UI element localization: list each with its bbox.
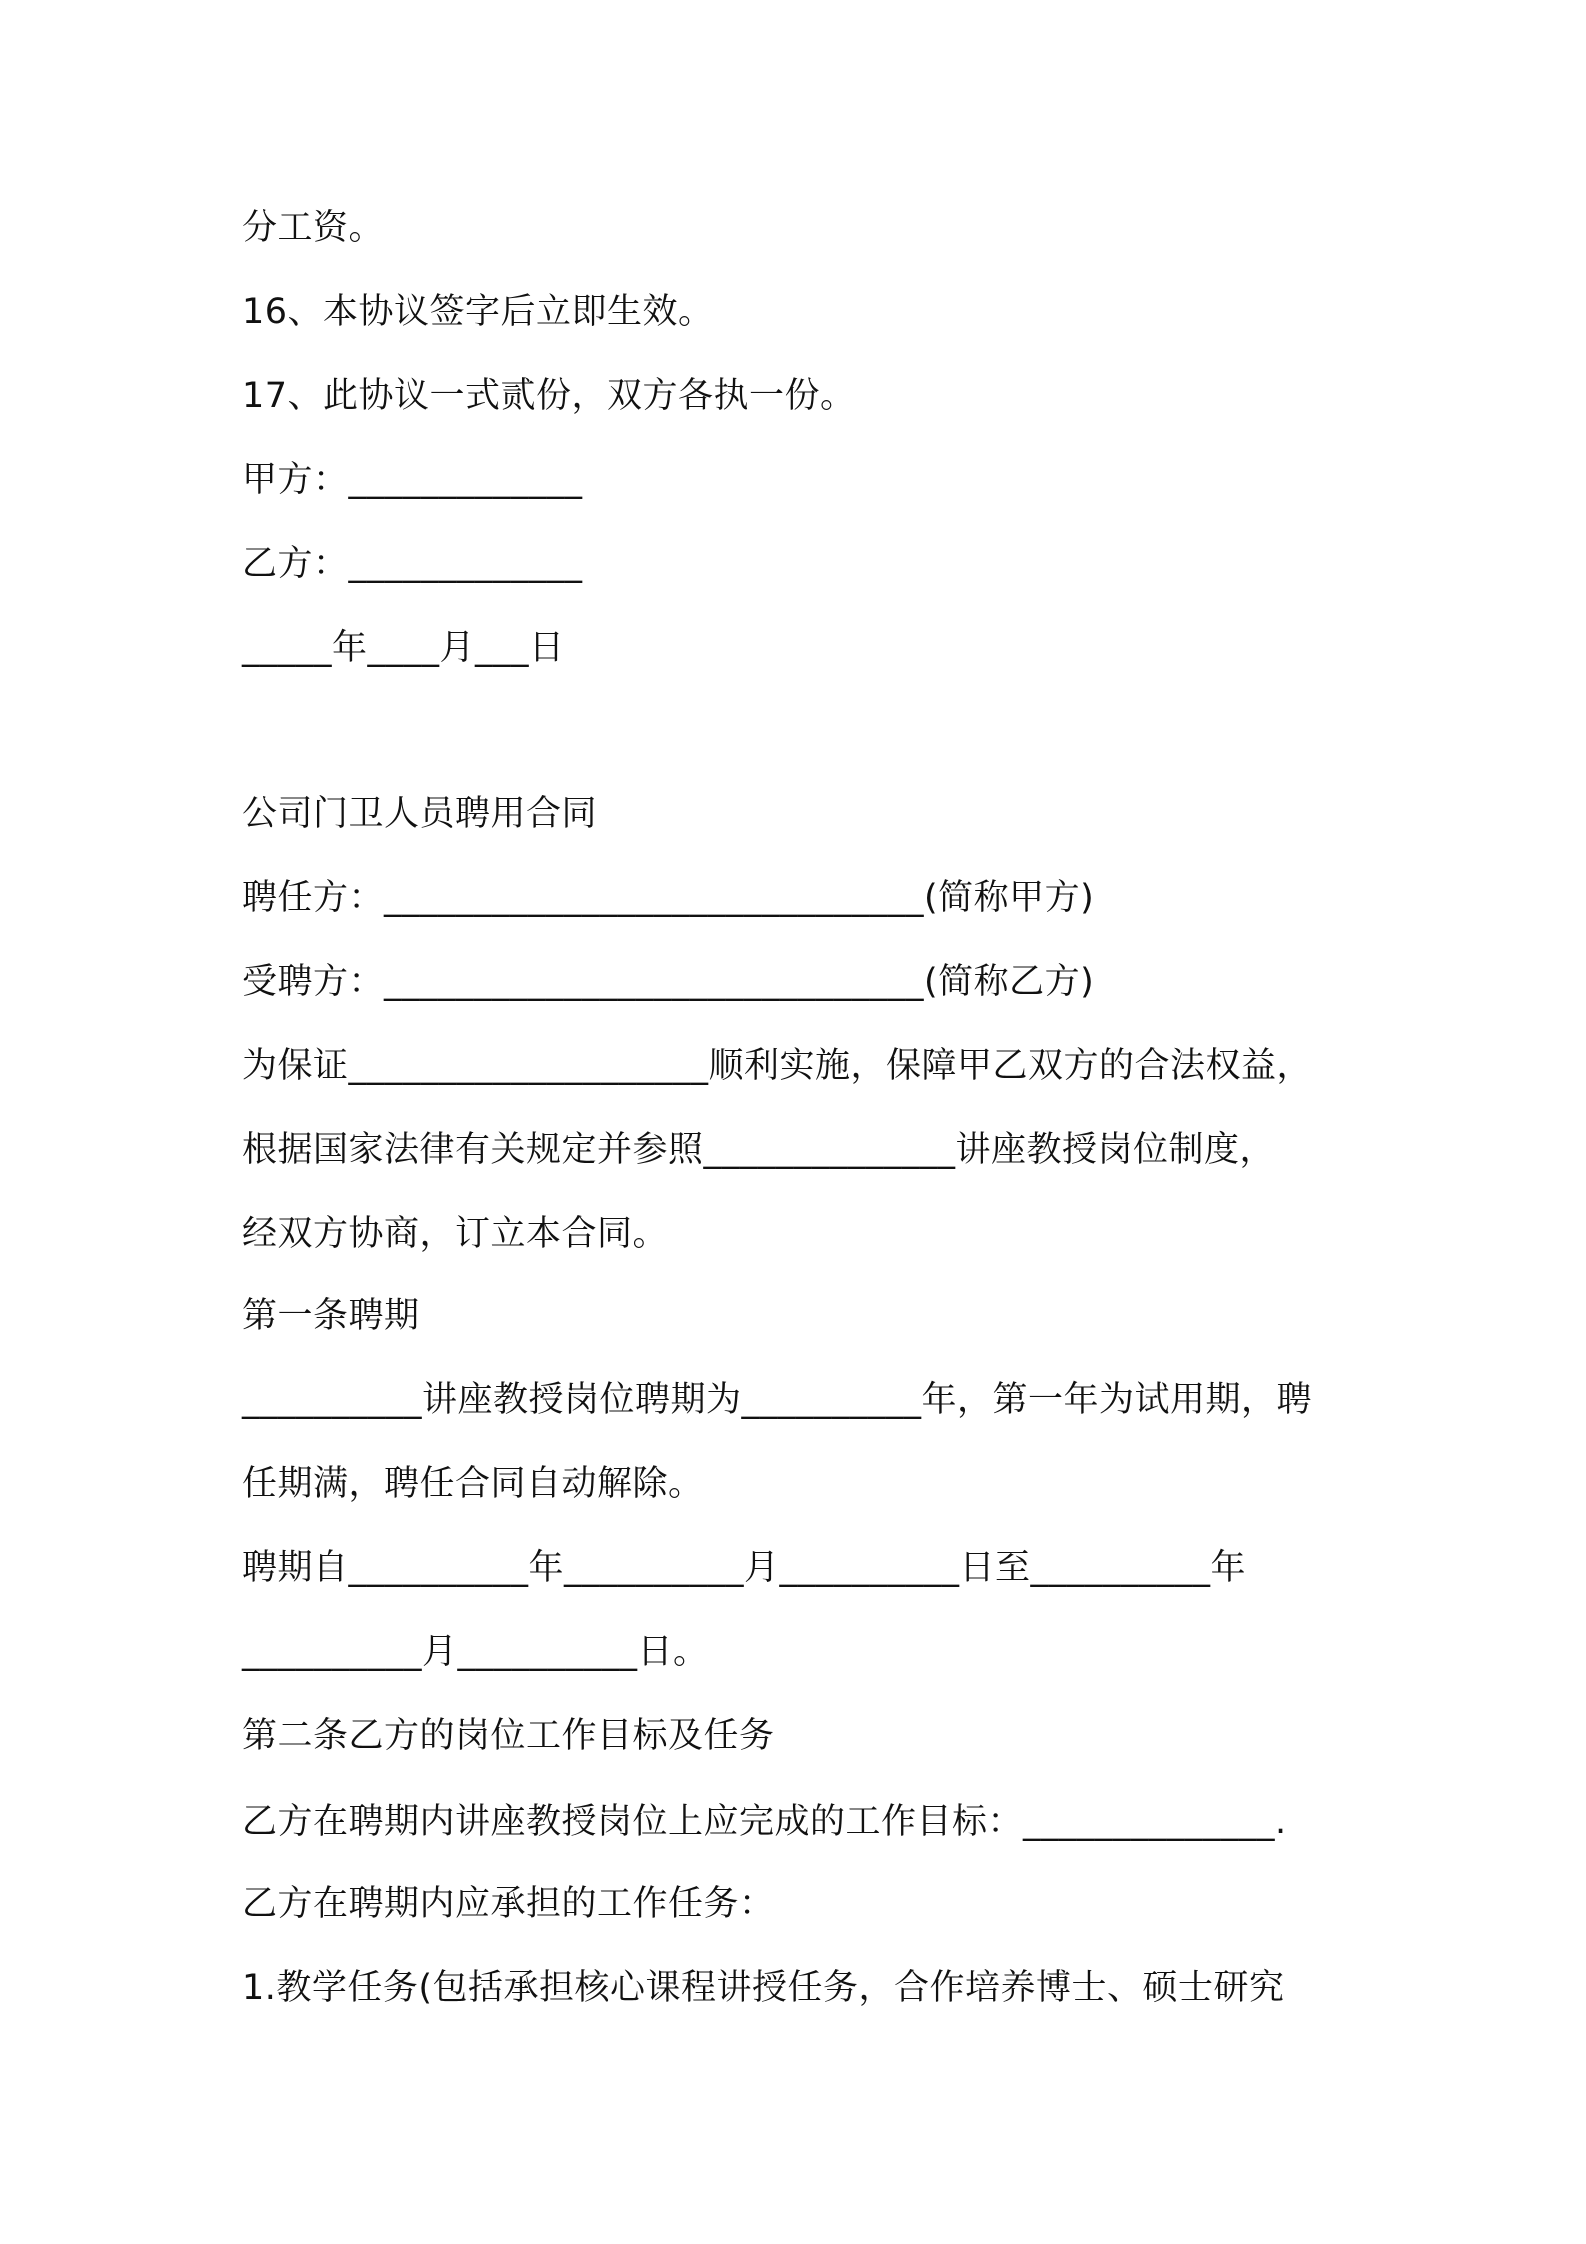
article-1-text-2: 任期满，聘任合同自动解除。 bbox=[242, 1464, 704, 1504]
work-goal-line: 乙方在聘期内讲座教授岗位上应完成的工作目标：______________. bbox=[242, 1802, 1287, 1842]
party-a-signature: 甲方：_____________ bbox=[242, 460, 583, 500]
clause-16: 16、本协议签字后立即生效。 bbox=[242, 292, 714, 332]
contract-title: 公司门卫人员聘用合同 bbox=[242, 794, 598, 834]
article-1-heading: 第一条聘期 bbox=[242, 1296, 420, 1336]
article-1-text-1: __________讲座教授岗位聘期为__________年，第一年为试用期，聘 bbox=[242, 1380, 1313, 1420]
text-line-wage-end: 分工资。 bbox=[242, 208, 385, 248]
preamble-line-2: 根据国家法律有关规定并参照______________讲座教授岗位制度， bbox=[242, 1130, 1276, 1170]
article-2-heading: 第二条乙方的岗位工作目标及任务 bbox=[242, 1716, 775, 1756]
employer-field: 聘任方：______________________________(简称甲方) bbox=[242, 878, 1095, 918]
preamble-line-3: 经双方协商，订立本合同。 bbox=[242, 1214, 669, 1254]
clause-17: 17、此协议一式贰份，双方各执一份。 bbox=[242, 376, 856, 416]
teaching-task-line: 1.教学任务(包括承担核心课程讲授任务，合作培养博士、硕士研究 bbox=[242, 1968, 1285, 2008]
preamble-line-1: 为保证____________________顺利实施，保障甲乙双方的合法权益， bbox=[242, 1046, 1313, 1086]
employee-field: 受聘方：______________________________(简称乙方) bbox=[242, 962, 1095, 1002]
party-b-signature: 乙方：_____________ bbox=[242, 544, 583, 584]
work-tasks-heading: 乙方在聘期内应承担的工作任务： bbox=[242, 1884, 775, 1924]
term-dates-line-2: __________月__________日。 bbox=[242, 1632, 709, 1672]
signature-date: _____年____月___日 bbox=[242, 628, 565, 668]
term-dates-line-1: 聘期自__________年__________月__________日至__________年 bbox=[242, 1548, 1247, 1588]
